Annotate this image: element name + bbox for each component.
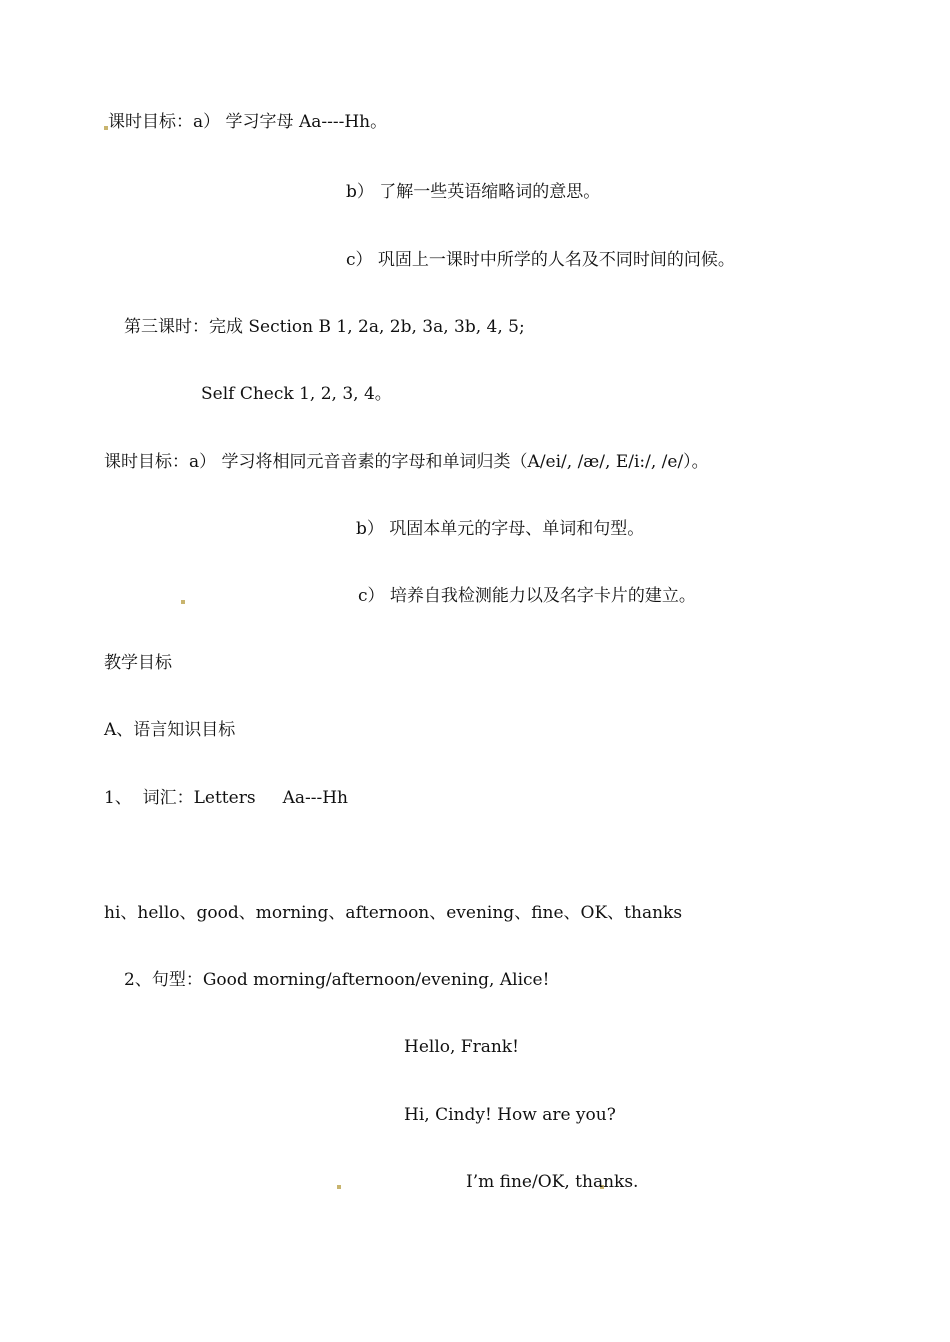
vocabulary-line: 1、 词汇：Letters Aa---Hh (104, 788, 348, 808)
sentence-hi-cindy: Hi, Cindy! How are you? (404, 1105, 616, 1125)
lesson-goal-3-c: c） 培养自我检测能力以及名字卡片的建立。 (358, 586, 696, 606)
section-heading-language-knowledge: A、语言知识目标 (104, 720, 236, 740)
marker-dot (337, 1185, 341, 1189)
sentence-im-fine: I’m fine/OK, thanks. (466, 1172, 639, 1192)
section-heading-teaching-goals: 教学目标 (104, 653, 172, 673)
sentence-hello-frank: Hello, Frank! (404, 1037, 519, 1057)
marker-dot (181, 600, 185, 604)
lesson-goal-3-b: b） 巩固本单元的字母、单词和句型。 (356, 519, 645, 539)
lesson-goal-2-c: c） 巩固上一课时中所学的人名及不同时间的问候。 (346, 250, 735, 270)
sentence-patterns-line: 2、句型：Good morning/afternoon/evening, Alice! (124, 970, 550, 990)
third-lesson-line: 第三课时：完成 Section B 1, 2a, 2b, 3a, 3b, 4, 5; (124, 317, 525, 337)
lesson-goal-2-a: 课时目标：a） 学习字母 Aa----Hh。 (108, 112, 388, 132)
lesson-goal-3-a: 课时目标：a） 学习将相同元音音素的字母和单词归类（A/ei/, /æ/, E/i:/, /e/）。 (104, 452, 709, 472)
lesson-goal-2-b: b） 了解一些英语缩略词的意思。 (346, 182, 601, 202)
vocabulary-words: hi、hello、good、morning、afternoon、evening、fine、OK、thanks (104, 903, 683, 923)
self-check-line: Self Check 1, 2, 3, 4。 (201, 384, 392, 404)
